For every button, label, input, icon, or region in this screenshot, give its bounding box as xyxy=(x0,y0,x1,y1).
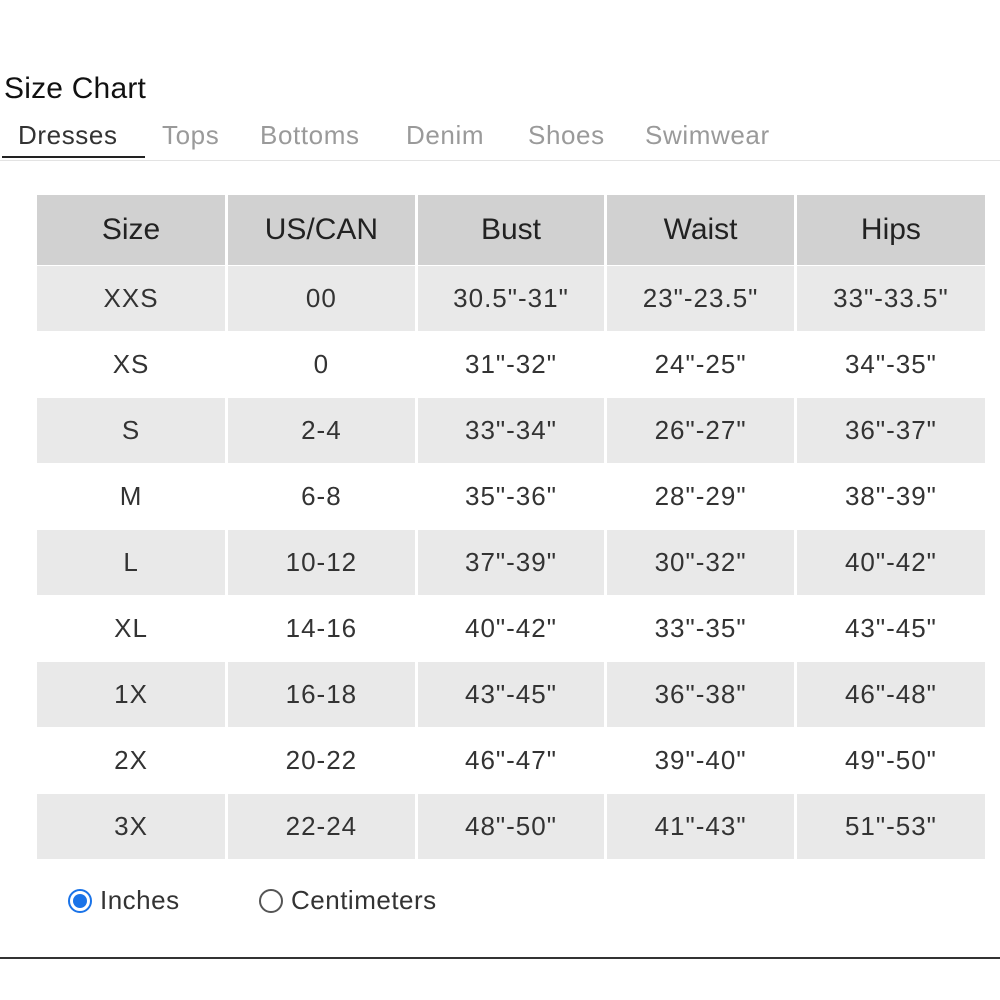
cell-us-can: 00 xyxy=(227,266,417,332)
column-header-bust: Bust xyxy=(416,195,606,266)
tab-denim[interactable]: Denim xyxy=(406,120,485,150)
inches-radio[interactable] xyxy=(68,889,92,913)
cell-us-can: 2-4 xyxy=(227,398,417,464)
cell-bust: 35"-36" xyxy=(416,464,606,530)
cell-hips: 43"-45" xyxy=(795,596,985,662)
cell-bust: 33"-34" xyxy=(416,398,606,464)
cell-hips: 34"-35" xyxy=(795,332,985,398)
cell-us-can: 20-22 xyxy=(227,728,417,794)
cell-waist: 23"-23.5" xyxy=(606,266,796,332)
size-chart-table xyxy=(37,195,985,859)
column-header-hips: Hips xyxy=(795,195,985,266)
table-row xyxy=(37,398,985,464)
table-row xyxy=(37,530,985,596)
table-row xyxy=(37,464,985,530)
cell-bust: 43"-45" xyxy=(416,662,606,728)
cell-us-can: 6-8 xyxy=(227,464,417,530)
cell-hips: 36"-37" xyxy=(795,398,985,464)
column-header-waist: Waist xyxy=(606,195,796,266)
cell-size: XS xyxy=(37,332,227,398)
unit-selector xyxy=(0,885,1000,925)
active-tab-indicator xyxy=(2,156,145,158)
size-category-tabs xyxy=(0,116,1000,161)
cell-bust: 37"-39" xyxy=(416,530,606,596)
inches-option[interactable] xyxy=(68,885,180,916)
tab-dresses[interactable]: Dresses xyxy=(18,120,118,150)
cell-hips: 33"-33.5" xyxy=(795,266,985,332)
cell-waist: 41"-43" xyxy=(606,794,796,860)
cell-waist: 33"-35" xyxy=(606,596,796,662)
cell-bust: 40"-42" xyxy=(416,596,606,662)
table-row xyxy=(37,728,985,794)
table-row xyxy=(37,266,985,332)
cell-waist: 26"-27" xyxy=(606,398,796,464)
cell-hips: 38"-39" xyxy=(795,464,985,530)
tab-swimwear[interactable]: Swimwear xyxy=(645,120,770,150)
cell-size: 1X xyxy=(37,662,227,728)
cell-size: S xyxy=(37,398,227,464)
tab-shoes[interactable]: Shoes xyxy=(528,120,605,150)
cell-size: M xyxy=(37,464,227,530)
cell-size: XL xyxy=(37,596,227,662)
cell-us-can: 22-24 xyxy=(227,794,417,860)
cell-hips: 40"-42" xyxy=(795,530,985,596)
cell-us-can: 16-18 xyxy=(227,662,417,728)
cell-waist: 39"-40" xyxy=(606,728,796,794)
centimeters-label: Centimeters xyxy=(291,885,437,915)
cell-us-can: 10-12 xyxy=(227,530,417,596)
cell-bust: 46"-47" xyxy=(416,728,606,794)
centimeters-option[interactable] xyxy=(259,885,437,916)
cell-us-can: 14-16 xyxy=(227,596,417,662)
cell-bust: 30.5"-31" xyxy=(416,266,606,332)
tab-bottoms[interactable]: Bottoms xyxy=(260,120,360,150)
centimeters-radio[interactable] xyxy=(259,889,283,913)
cell-bust: 31"-32" xyxy=(416,332,606,398)
cell-hips: 46"-48" xyxy=(795,662,985,728)
tab-tops[interactable]: Tops xyxy=(162,120,220,150)
cell-waist: 36"-38" xyxy=(606,662,796,728)
cell-hips: 49"-50" xyxy=(795,728,985,794)
table-row xyxy=(37,662,985,728)
cell-size: 2X xyxy=(37,728,227,794)
inches-label: Inches xyxy=(100,885,180,915)
table-header-row xyxy=(37,195,985,266)
cell-us-can: 0 xyxy=(227,332,417,398)
cell-waist: 28"-29" xyxy=(606,464,796,530)
cell-hips: 51"-53" xyxy=(795,794,985,860)
cell-waist: 24"-25" xyxy=(606,332,796,398)
column-header-us-can: US/CAN xyxy=(227,195,417,266)
table-row xyxy=(37,794,985,860)
cell-size: XXS xyxy=(37,266,227,332)
page-title: Size Chart xyxy=(4,72,147,105)
cell-waist: 30"-32" xyxy=(606,530,796,596)
table-row xyxy=(37,596,985,662)
column-header-size: Size xyxy=(37,195,227,266)
cell-size: 3X xyxy=(37,794,227,860)
cell-bust: 48"-50" xyxy=(416,794,606,860)
table-row xyxy=(37,332,985,398)
bottom-divider xyxy=(0,957,1000,959)
cell-size: L xyxy=(37,530,227,596)
